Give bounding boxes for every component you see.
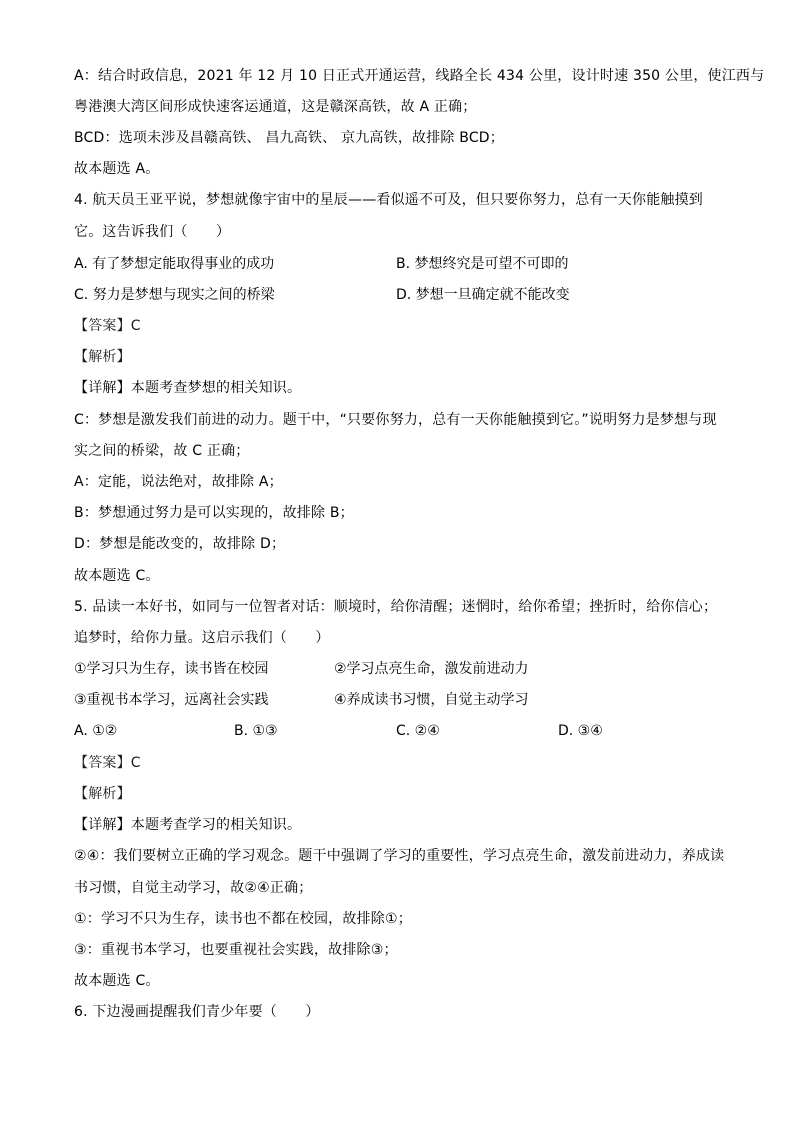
q4-option-b: B. 梦想终究是可望不可即的 (396, 256, 569, 272)
q3-analysis-line-3: BCD：选项未涉及昌赣高铁、 昌九高铁、 京九高铁，故排除 BCD； (74, 130, 504, 146)
q5-option-d: D. ③④ (558, 723, 603, 739)
q3-analysis-line-2: 粤港澳大湾区间形成快速客运通道，这是赣深高铁，故 A 正确； (74, 99, 477, 115)
q5-analysis-label: 【解析】 (74, 786, 131, 802)
q5-statement-3: ③重视书本学习，远离社会实践 (74, 692, 269, 708)
q5-stem-line-2: 追梦时，给你力量。这启示我们（ ） (74, 630, 330, 646)
q5-statement-2: ②学习点亮生命，激发前进动力 (334, 661, 529, 677)
q4-option-d: D. 梦想一旦确定就不能改变 (396, 287, 570, 303)
q5-detail-line-2: ②④：我们要树立正确的学习观念。题干中强调了学习的重要性，学习点亮生命，激发前进动力，养成读 (74, 848, 725, 864)
q4-analysis-label: 【解析】 (74, 349, 131, 365)
q6-stem: 6. 下边漫画提醒我们青少年要（ ） (74, 1004, 320, 1020)
q4-detail-line-3: 实之间的桥梁，故 C 正确； (74, 443, 250, 459)
q4-option-c: C. 努力是梦想与现实之间的桥梁 (74, 287, 275, 303)
q4-option-a: A. 有了梦想定能取得事业的成功 (74, 256, 275, 272)
q5-option-a: A. ①② (74, 723, 118, 739)
q5-detail-line-4: ①：学习不只为生存，读书也不都在校园，故排除①； (74, 911, 412, 927)
q4-detail-line-4: A：定能，说法绝对，故排除 A； (74, 474, 283, 490)
q5-answer: 【答案】C (74, 755, 141, 771)
q5-statement-4: ④养成读书习惯，自觉主动学习 (334, 692, 529, 708)
q4-stem-line-2: 它。这告诉我们（ ） (74, 224, 231, 240)
q5-option-c: C. ②④ (396, 723, 440, 739)
q5-detail-line-5: ③：重视书本学习，也要重视社会实践，故排除③； (74, 942, 398, 958)
q4-detail-line-5: B：梦想通过努力是可以实现的，故排除 B； (74, 505, 354, 521)
q5-option-b: B. ①③ (234, 723, 278, 739)
q5-statement-1: ①学习只为生存，读书皆在校园 (74, 661, 269, 677)
q5-stem-line-1: 5. 品读一本好书，如同与一位智者对话：顺境时，给你清醒；迷惘时，给你希望；挫折时，给你信心； (74, 599, 718, 615)
q4-answer: 【答案】C (74, 318, 141, 334)
q5-detail-line-3: 书习惯，自觉主动学习，故②④正确； (74, 880, 313, 896)
q4-conclusion: 故本题选 C。 (74, 568, 160, 584)
q5-detail-line-1: 【详解】本题考查学习的相关知识。 (74, 817, 302, 833)
q4-detail-line-2: C：梦想是激发我们前进的动力。题干中，“只要你努力，总有一天你能触摸到它。”说明努力是梦想与现 (74, 412, 717, 428)
q5-conclusion: 故本题选 C。 (74, 973, 160, 989)
q4-detail-line-1: 【详解】本题考查梦想的相关知识。 (74, 380, 302, 396)
q4-stem-line-1: 4. 航天员王亚平说，梦想就像宇宙中的星辰——看似遥不可及，但只要你努力，总有一天你能触摸到 (74, 192, 704, 208)
q3-analysis-line-1: A：结合时政信息，2021 年 12 月 10 日正式开通运营，线路全长 434 公里，设计时速 350 公里，使江西与 (74, 68, 765, 84)
q4-detail-line-6: D：梦想是能改变的，故排除 D； (74, 536, 286, 552)
q3-conclusion: 故本题选 A。 (74, 161, 160, 177)
